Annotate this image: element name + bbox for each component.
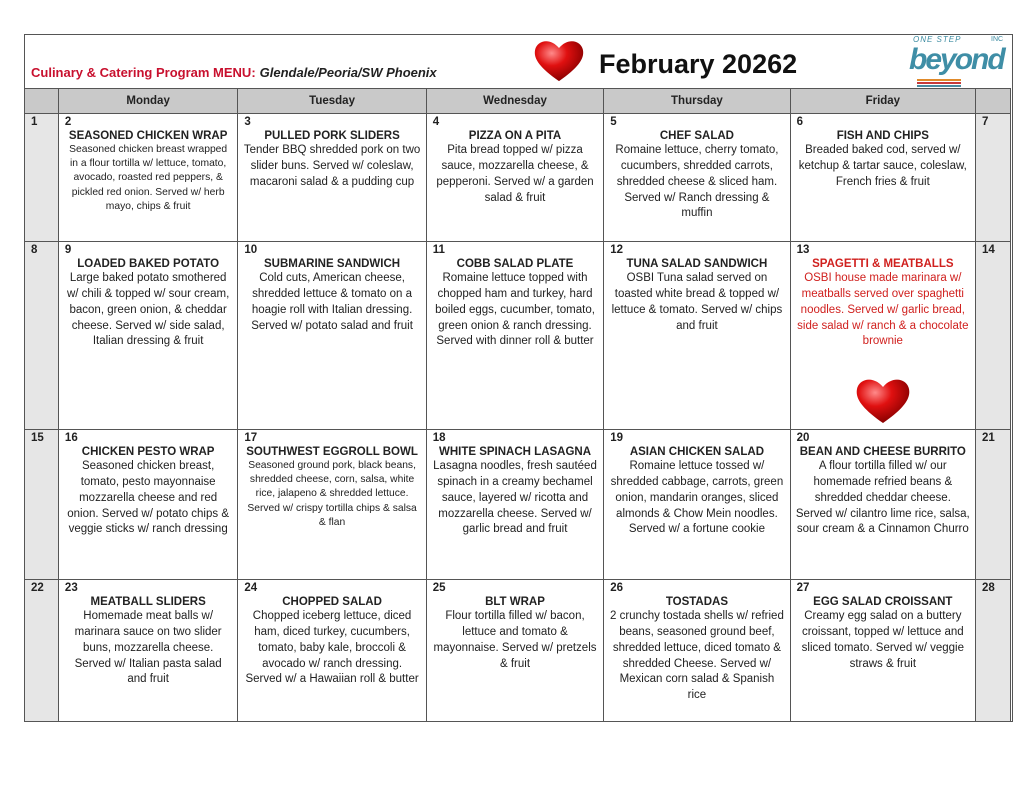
dish-name: PIZZA ON A PITA — [468, 130, 562, 142]
dish-description: Homemade meat balls w/ marinara sauce on two slider buns, mozzarella cheese. Served w/ Italian pasta salad and fruit — [74, 610, 222, 686]
saturday-cell — [976, 430, 1011, 580]
menu-day-cell — [426, 114, 603, 242]
menu-day-cell — [604, 430, 790, 580]
menu-day-cell — [604, 580, 790, 722]
sunday-cell — [25, 114, 59, 242]
dish-description: Large baked potato smothered w/ chili & topped w/ sour cream, bacon, green onion, & cheddar cheese. Served w/ side salad, Italian dressing & fruit — [66, 272, 230, 348]
date-number: 22 — [31, 582, 44, 594]
dish-description: OSBI house made marinara w/ meatballs served over spaghetti noodles. Served w/ garlic bread, side salad w/ ranch & a chocolate brownie — [797, 272, 969, 348]
date-number: 28 — [982, 582, 995, 594]
dish-name: MEATBALL SLIDERS — [90, 596, 206, 608]
saturday-cell — [976, 580, 1011, 722]
date-number: 3 — [244, 116, 251, 128]
menu-day-cell — [58, 242, 237, 430]
dish-name: BLT WRAP — [485, 596, 545, 608]
date-number: 14 — [982, 244, 995, 256]
date-number: 13 — [796, 244, 810, 256]
dish-name: BEAN AND CHEESE BURRITO — [799, 446, 966, 458]
menu-day-cell — [238, 580, 426, 722]
logo-top: ONE STEP — [913, 35, 962, 44]
program-name: Culinary & Catering Program MENU: — [31, 65, 256, 80]
menu-day-cell — [58, 430, 237, 580]
date-number: 12 — [610, 244, 624, 256]
date-number: 9 — [64, 244, 72, 256]
menu-day-cell — [426, 580, 603, 722]
date-number: 11 — [432, 244, 445, 256]
weekday-header: Wednesday — [426, 89, 603, 114]
menu-day-cell — [790, 114, 975, 242]
dish-description: A flour tortilla filled w/ our homemade refried beans & shredded cheddar cheese. Served w/ cilantro lime rice, salsa, sour cream & a Cinnamon Churro — [795, 460, 970, 536]
date-number: 24 — [244, 582, 258, 594]
date-number: 18 — [432, 432, 446, 444]
date-number: 19 — [610, 432, 624, 444]
week-row — [25, 114, 1011, 242]
date-number: 26 — [610, 582, 624, 594]
saturday-cell — [976, 242, 1011, 430]
menu-day-cell — [58, 580, 237, 722]
week-row — [25, 580, 1011, 722]
dish-description: Seasoned chicken breast wrapped in a flour tortilla w/ lettuce, tomato, avocado, roasted red peppers, & pickled red onion. Served w/ herb mayo, chips & fruit — [69, 144, 228, 212]
date-number: 1 — [31, 116, 38, 128]
menu-day-cell — [426, 430, 603, 580]
date-number: 8 — [31, 244, 38, 256]
dish-description: Romaine lettuce, cherry tomato, cucumbers, shredded carrots, shredded cheese & sliced ham. Served w/ Ranch dressing & muffin — [615, 144, 779, 220]
program-title — [31, 65, 437, 80]
week-row — [25, 242, 1011, 430]
dish-name: CHEF SALAD — [659, 130, 734, 142]
date-number: 2 — [64, 116, 72, 128]
menu-table — [24, 88, 1011, 722]
dish-name: ASIAN CHICKEN SALAD — [629, 446, 764, 458]
menu-day-cell — [790, 430, 975, 580]
date-number: 5 — [610, 116, 617, 128]
date-number: 4 — [432, 116, 440, 128]
heart-icon — [853, 372, 913, 428]
dish-name: TUNA SALAD SANDWICH — [626, 258, 768, 270]
date-number: 20 — [796, 432, 810, 444]
logo-main: beyond — [909, 43, 1004, 76]
menu-day-cell — [790, 242, 975, 430]
title-bar — [25, 35, 1012, 88]
dish-description: Pita bread topped w/ pizza sauce, mozzarella cheese, & pepperoni. Served w/ a garden salad & fruit — [436, 144, 594, 204]
sunday-cell — [25, 430, 59, 580]
logo-stripe — [917, 85, 961, 87]
dish-description: 2 crunchy tostada shells w/ refried beans, seasoned ground beef, shredded lettuce, diced tomato & shredded Cheese. Served w/ Mexican corn salad & Spanish rice — [609, 610, 784, 702]
date-number: 15 — [31, 432, 44, 444]
date-number: 23 — [64, 582, 78, 594]
dish-description: Creamy egg salad on a buttery croissant, topped w/ lettuce and sliced tomato. Served w/ veggie straws & fruit — [801, 610, 964, 670]
dish-description: Seasoned chicken breast, tomato, pesto mayonnaise mozzarella cheese and red onion. Served w/ potato chips & veggie sticks w/ ranch dressing — [67, 460, 230, 536]
menu-calendar — [24, 34, 1013, 722]
date-number: 25 — [432, 582, 446, 594]
dish-name: FISH AND CHIPS — [836, 130, 929, 142]
saturday-cell — [976, 114, 1011, 242]
logo-stripe — [917, 79, 961, 81]
dish-name: EGG SALAD CROISSANT — [813, 596, 953, 608]
date-number: 6 — [796, 116, 804, 128]
dish-name: SUBMARINE SANDWICH — [264, 258, 401, 270]
dish-name: TOSTADAS — [665, 596, 729, 608]
dish-description: Breaded baked cod, served w/ ketchup & tartar sauce, coleslaw, French fries & fruit — [798, 144, 967, 188]
menu-day-cell — [58, 114, 237, 242]
date-number: 27 — [796, 582, 810, 594]
weekday-header-row — [25, 89, 1011, 114]
sunday-cell — [25, 242, 59, 430]
weekday-header: Monday — [58, 89, 237, 114]
weekend-header — [25, 89, 59, 114]
dish-name: LOADED BAKED POTATO — [77, 258, 220, 270]
date-number: 7 — [982, 116, 989, 128]
logo-suffix: INC — [991, 36, 1004, 43]
date-number: 10 — [244, 244, 258, 256]
dish-name: COBB SALAD PLATE — [456, 258, 574, 270]
dish-name: PULLED PORK SLIDERS — [264, 130, 400, 142]
dish-name: CHICKEN PESTO WRAP — [81, 446, 215, 458]
dish-name: CHOPPED SALAD — [282, 596, 382, 608]
week-row — [25, 430, 1011, 580]
dish-description: Flour tortilla filled w/ bacon, lettuce and tomato & mayonnaise. Served w/ pretzels & fruit — [433, 610, 597, 670]
weekday-header: Thursday — [604, 89, 790, 114]
dish-description: OSBI Tuna salad served on toasted white bread & topped w/ lettuce & tomato. Served w/ chips and fruit — [611, 272, 783, 332]
dish-description: Seasoned ground pork, black beans, shredded cheese, corn, salsa, white rice, jalapeno & shredded lettuce. Served w/ crispy tortilla chips & salsa & flan — [247, 460, 417, 528]
menu-day-cell — [790, 580, 975, 722]
month-title: February 20262 — [599, 49, 798, 79]
menu-day-cell — [604, 242, 790, 430]
dish-description: Tender BBQ shredded pork on two slider buns. Served w/ coleslaw, macaroni salad & a pudding cup — [243, 144, 421, 188]
dish-name: WHITE SPINACH LASAGNA — [438, 446, 592, 458]
dish-description: Lasagna noodles, fresh sautéed spinach in a creamy bechamel sauce, layered w/ ricotta and mozzarella cheese. Served w/ garlic bread and fruit — [433, 460, 597, 536]
menu-day-cell — [426, 242, 603, 430]
company-logo — [909, 35, 1009, 88]
date-number: 17 — [244, 432, 258, 444]
dish-name: SEASONED CHICKEN WRAP — [68, 130, 228, 142]
weekday-header: Friday — [790, 89, 975, 114]
menu-day-cell — [238, 242, 426, 430]
date-number: 16 — [64, 432, 78, 444]
dish-name: SPAGETTI & MEATBALLS — [812, 258, 954, 270]
program-location: Glendale/Peoria/SW Phoenix — [259, 65, 437, 80]
heart-icon — [531, 37, 587, 83]
weekday-header: Tuesday — [238, 89, 426, 114]
weekend-header — [976, 89, 1011, 114]
dish-description: Cold cuts, American cheese, shredded lettuce & tomato on a hoagie roll with Italian dressing. Served w/ potato salad and fruit — [251, 272, 413, 332]
sunday-cell — [25, 580, 59, 722]
dish-name: SOUTHWEST EGGROLL BOWL — [246, 446, 418, 458]
dish-description: Chopped iceberg lettuce, diced ham, diced turkey, cucumbers, tomato, baby kale, broccoli & avocado w/ ranch dressing. Served w/ a Hawaiian roll & butter — [245, 610, 419, 686]
logo-stripe — [917, 82, 961, 84]
date-number: 21 — [982, 432, 995, 444]
dish-description: Romaine lettuce topped with chopped ham and turkey, hard boiled eggs, cucumber, tomato, green onion & ranch dressing. Served with dinner roll & butter — [435, 272, 595, 348]
menu-day-cell — [238, 114, 426, 242]
menu-day-cell — [604, 114, 790, 242]
menu-day-cell — [238, 430, 426, 580]
dish-description: Romaine lettuce tossed w/ shredded cabbage, carrots, green onion, mandarin oranges, sliced almonds & Chow Mein noodles. Served w/ a fortune cookie — [610, 460, 784, 536]
